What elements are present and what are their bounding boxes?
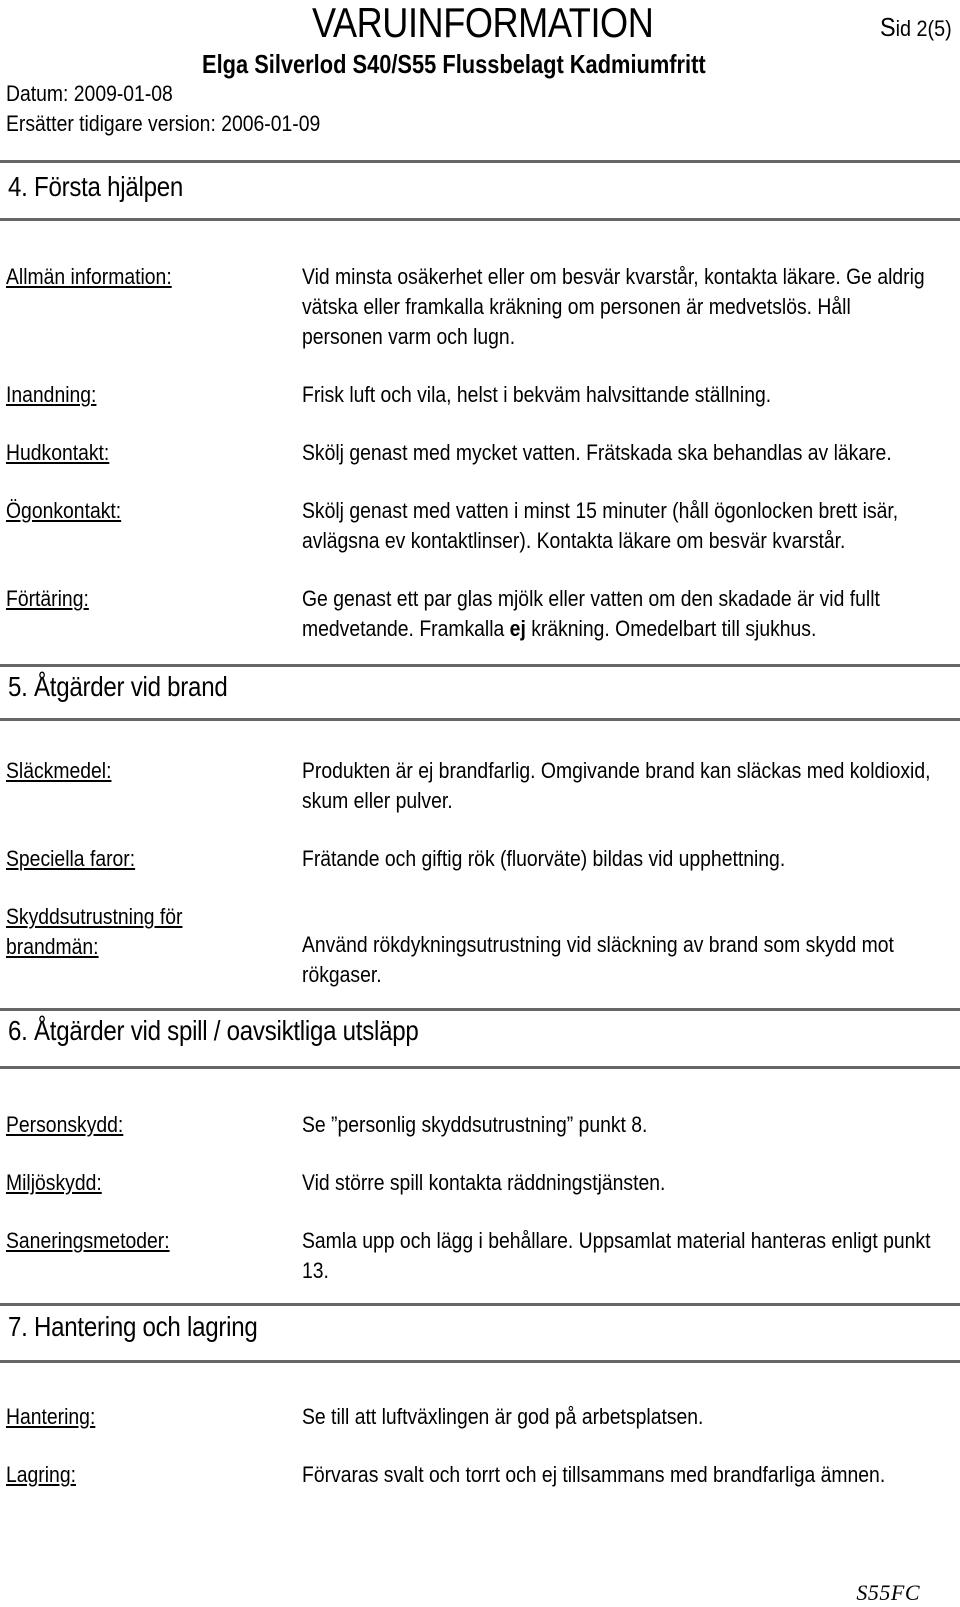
eye-contact-text: Skölj genast med vatten i minst 15 minuter (håll ögonlocken brett isär, avlägsna ev kontaktlinser). Kontakta läkare om besvär kvarstår. <box>302 498 899 553</box>
product-name: Elga Silverlod S40/S55 Flussbelagt Kadmiumfritt <box>202 49 706 79</box>
cleanup-methods-text: Samla upp och lägg i behållare. Uppsamlat material hanteras enligt punkt 13. <box>302 1228 931 1283</box>
section-4-divider <box>0 218 960 221</box>
section-5-divider <box>0 718 960 721</box>
document-title: VARUINFORMATION <box>312 0 654 46</box>
ingestion-label: Förtäring: <box>6 586 89 611</box>
ingestion-text-b: kräkning. Omedelbart till sjukhus. <box>525 616 817 641</box>
cleanup-methods-label: Saneringsmetoder: <box>6 1228 170 1253</box>
firefighter-equipment-text: Använd rökdykningsutrustning vid släckning av brand som skydd mot rökgaser. <box>302 932 894 987</box>
personal-protection-text: Se ”personlig skyddsutrustning” punkt 8. <box>302 1112 648 1137</box>
extinguishing-media-text: Produkten är ej brandfarlig. Omgivande brand kan släckas med koldioxid, skum eller pulver. <box>302 758 931 813</box>
personal-protection-label: Personskydd: <box>6 1112 124 1137</box>
handling-text: Se till att luftväxlingen är god på arbetsplatsen. <box>302 1404 704 1429</box>
eye-contact-label: Ögonkontakt: <box>6 498 122 523</box>
section-6-title: 6. Åtgärder vid spill / oavsiktliga utsläpp <box>8 1015 419 1046</box>
section-4-title: 4. Första hjälpen <box>8 171 183 202</box>
skin-contact-label: Hudkontakt: <box>6 440 110 465</box>
firefighter-equipment-label: Skyddsutrustning för brandmän: <box>6 904 183 959</box>
inhalation-label: Inandning: <box>6 382 97 407</box>
storage-text: Förvaras svalt och torrt och ej tillsammans med brandfarliga ämnen. <box>302 1462 886 1487</box>
inhalation-text: Frisk luft och vila, helst i bekväm halvsittande ställning. <box>302 382 772 407</box>
general-info-label: Allmän information: <box>6 264 172 289</box>
page-number <box>880 14 952 42</box>
handling-label: Hantering: <box>6 1404 96 1429</box>
section-7-divider <box>0 1360 960 1363</box>
special-hazards-text: Frätande och giftig rök (fluorväte) bildas vid upphettning. <box>302 846 786 871</box>
page-rest: id 2(5) <box>895 16 952 41</box>
storage-label: Lagring: <box>6 1462 76 1487</box>
section-7-top-divider <box>0 1303 960 1306</box>
ingestion-text-a: Ge genast ett par glas mjölk eller vatten om den skadade är vid fullt medvetande. Framkalla <box>302 586 880 641</box>
section-5-top-divider <box>0 664 960 667</box>
section-6-top-divider <box>0 1008 960 1011</box>
page-prefix: S <box>880 12 896 42</box>
ingestion-text-emphasis: ej <box>509 616 526 641</box>
section-7-title: 7. Hantering och lagring <box>8 1311 258 1342</box>
section-5-title: 5. Åtgärder vid brand <box>8 671 228 702</box>
environmental-protection-label: Miljöskydd: <box>6 1170 102 1195</box>
ingestion-text <box>302 584 936 644</box>
replaces-version: Ersätter tidigare version: 2006-01-09 <box>6 111 321 136</box>
document-date: Datum: 2009-01-08 <box>6 81 173 106</box>
environmental-protection-text: Vid större spill kontakta räddningstjänsten. <box>302 1170 666 1195</box>
general-info-text: Vid minsta osäkerhet eller om besvär kvarstår, kontakta läkare. Ge aldrig vätska eller framkalla kräkning om personen är medvetslös. Håll personen varm och lugn. <box>302 264 925 349</box>
special-hazards-label: Speciella faror: <box>6 846 136 871</box>
extinguishing-media-label: Släckmedel: <box>6 758 112 783</box>
header-divider <box>0 160 960 163</box>
skin-contact-text: Skölj genast med mycket vatten. Frätskada ska behandlas av läkare. <box>302 440 892 465</box>
section-6-divider <box>0 1066 960 1069</box>
document-code: S55FC <box>856 1580 920 1605</box>
